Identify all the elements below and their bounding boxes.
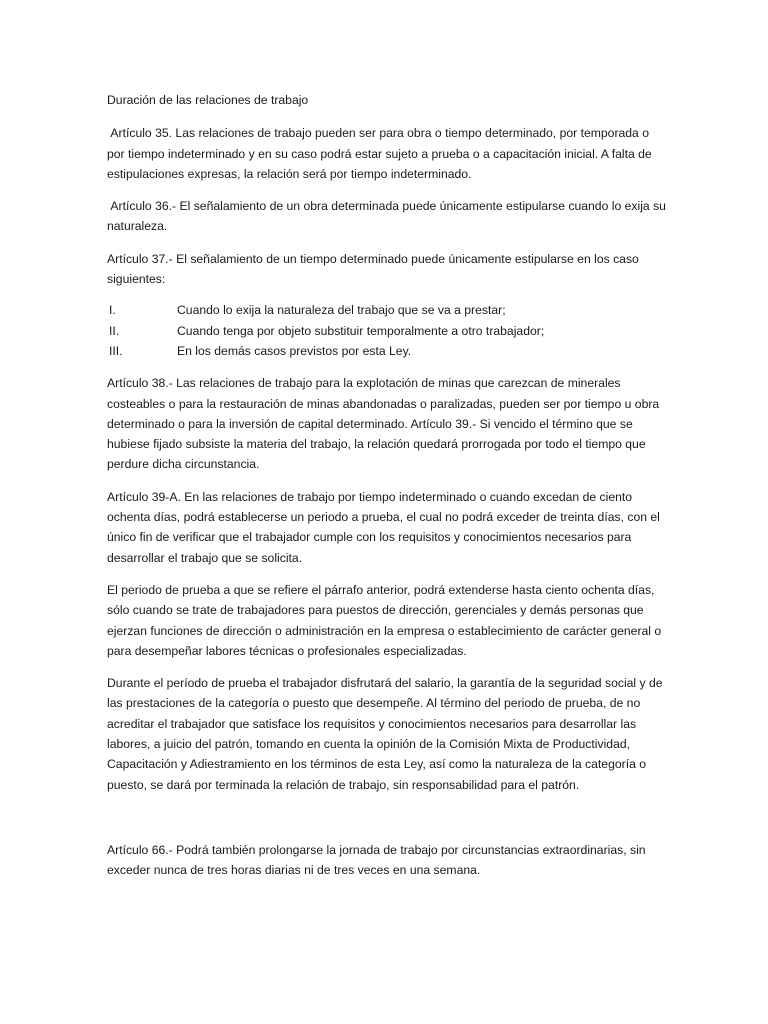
article-38-39-paragraph: Artículo 38.- Las relaciones de trabajo para la explotación de minas que carezcan de minerales costeables o para la restauración de minas abandonadas o paralizadas, pueden ser por tiempo u obra determinado o para la inversión de capital determinado. Artículo 39.- Si vencido el término que se hubiese fijado subsiste la materia del trabajo, la relación quedará prorrogada por todo el tiempo que perdure dicha circunstancia.: [107, 376, 663, 472]
document-title: Duración de las relaciones de trabajo: [107, 93, 309, 107]
document-page: [107, 90, 670, 893]
list-item-numeral: II.: [109, 323, 120, 338]
list-item: [107, 300, 667, 320]
blank-gap: [107, 807, 667, 840]
list-item-numeral: I.: [109, 303, 116, 318]
article-37-paragraph: Artículo 37.- El señalamiento de un tiempo determinado puede únicamente estipularse en los caso siguientes:: [107, 251, 643, 287]
probation-period-paragraph: Durante el período de prueba el trabajador disfrutará del salario, la garantía de la seguridad social y de las prestaciones de la categoría o puesto que desempeñe. Al término del periodo de prueba, de no acreditar el trabajador que satisface los requisitos y conocimientos necesarios para desarrollar las labores, a juicio del patrón, tomando en cuenta la opinión de la Comisión Mixta de Productividad, Capacitación y Adiestramiento en los términos de esta Ley, así como la naturaleza de la categoría o puesto, se dará por terminada la relación de trabajo, sin responsabilidad para el patrón.: [107, 676, 666, 792]
list-item: [107, 341, 667, 361]
article-39a-paragraph: Artículo 39-A. En las relaciones de trabajo por tiempo indeterminado o cuando excedan de ciento ochenta días, podrá establecerse un periodo a prueba, el cual no podrá exceder de treinta días, con el único fin de verificar que el trabajador cumple con los requisitos y conocimientos necesarios para desarrollar el trabajo que se solicita.: [107, 489, 664, 565]
probation-extension-paragraph: El periodo de prueba a que se refiere el párrafo anterior, podrá extenderse hasta ciento ochenta días, sólo cuando se trate de trabajadores para puestos de dirección, gerenciales y demás personas que ejerzan funciones de dirección o administración en la empresa o establecimiento de carácter general o para desempeñar labores técnicas o profesionales especializadas.: [107, 582, 665, 658]
list-item-text: Cuando lo exija la naturaleza del trabajo que se va a prestar;: [177, 303, 506, 318]
article-66-paragraph: Artículo 66.- Podrá también prolongarse la jornada de trabajo por circunstancias extraordinarias, sin exceder nunca de tres horas diarias ni de tres veces en una semana.: [107, 842, 649, 878]
article-35-paragraph: Artículo 35. Las relaciones de trabajo pueden ser para obra o tiempo determinado, por temporada o por tiempo indeterminado y en su caso podrá estar sujeto a prueba o a capacitación inicial. A falta de estipulaciones expresas, la relación será por tiempo indeterminado.: [107, 126, 656, 181]
article-36-paragraph: Artículo 36.- El señalamiento de un obra determinada puede únicamente estipularse cuando lo exija su naturaleza.: [107, 199, 670, 234]
list-item-numeral: III.: [109, 343, 123, 358]
list-item-text: Cuando tenga por objeto substituir temporalmente a otro trabajador;: [177, 323, 545, 338]
article-37-list: [107, 300, 667, 361]
list-item-text: En los demás casos previstos por esta Ley.: [177, 343, 412, 358]
list-item: [107, 321, 667, 341]
